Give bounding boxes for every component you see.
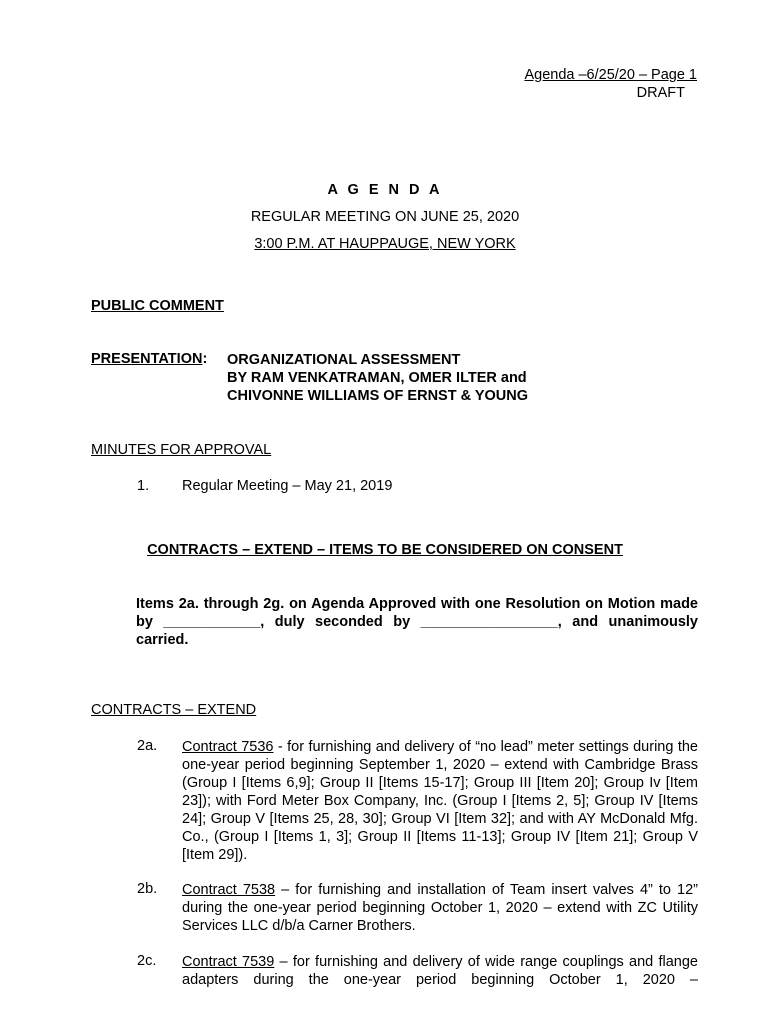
minutes-item-text: Regular Meeting – May 21, 2019	[182, 478, 393, 494]
contract-link[interactable]: Contract 7539	[182, 954, 275, 970]
agenda-heading: A G E N D A	[327, 182, 443, 198]
header-agenda-page: Agenda –6/25/20 – Page 1	[524, 67, 697, 83]
meeting-time-location: 3:00 P.M. AT HAUPPAUGE, NEW YORK	[254, 236, 516, 252]
consent-heading: CONTRACTS – EXTEND – ITEMS TO BE CONSIDERED ON CONSENT	[147, 542, 623, 558]
minutes-heading: MINUTES FOR APPROVAL	[91, 442, 272, 458]
presentation-text	[227, 351, 528, 405]
contract-item-number: 2b.	[137, 881, 158, 897]
presentation-line: CHIVONNE WILLIAMS OF ERNST & YOUNG	[227, 388, 529, 404]
contracts-extend-heading: CONTRACTS – EXTEND	[91, 702, 257, 718]
contract-item-number: 2c.	[137, 953, 157, 969]
public-comment-heading: PUBLIC COMMENT	[91, 298, 224, 314]
contract-link[interactable]: Contract 7538	[182, 882, 276, 898]
header-draft: DRAFT	[636, 85, 685, 101]
consent-resolution-text: Items 2a. through 2g. on Agenda Approved with one Resolution on Motion made by ____________, duly seconded by _________________, and unanimously carried.	[136, 596, 698, 648]
contract-description: – for furnishing and installation of Team insert valves 4” to 12” during the one-year period beginning October 1, 2020 – extend with ZC Utility Services LLC d/b/a Carner Brothers.	[182, 882, 698, 934]
contract-item-text	[182, 953, 698, 989]
presentation-colon: :	[202, 351, 208, 367]
contract-item-text	[182, 881, 698, 935]
contract-link[interactable]: Contract 7536	[182, 739, 274, 755]
presentation-line: BY RAM VENKATRAMAN, OMER ILTER and	[227, 370, 527, 386]
contract-description: - for furnishing and delivery of “no lead” meter settings during the one-year period beginning September 1, 2020 – extend with Cambridge Brass (Group I [Items 6,9]; Group II [Items 15-17]; Group III [Item 20]; Group Iv [Item 23]); with Ford Meter Box Company, Inc. (Group I [Items 2, 5]; Group IV [Items 24]; Group V [Items 25, 28, 30]; Group VI [Item 32]; and with AY McDonald Mfg. Co., (Group I [Items 1, 3]; Group II [Items 11-13]; Group IV [Item 21]; Group V [Item 29]).	[182, 739, 698, 863]
presentation-label-row	[91, 351, 207, 367]
minutes-item-number: 1.	[137, 478, 150, 494]
meeting-subtitle: REGULAR MEETING ON JUNE 25, 2020	[250, 209, 520, 225]
contract-item-text	[182, 738, 698, 864]
presentation-line: ORGANIZATIONAL ASSESSMENT	[227, 352, 461, 368]
contract-description: – for furnishing and delivery of wide range couplings and flange adapters during the one-year period beginning October 1, 2020 –	[182, 954, 698, 988]
presentation-label: PRESENTATION	[91, 351, 203, 367]
contract-item-number: 2a.	[137, 738, 158, 754]
page-header	[524, 66, 697, 102]
